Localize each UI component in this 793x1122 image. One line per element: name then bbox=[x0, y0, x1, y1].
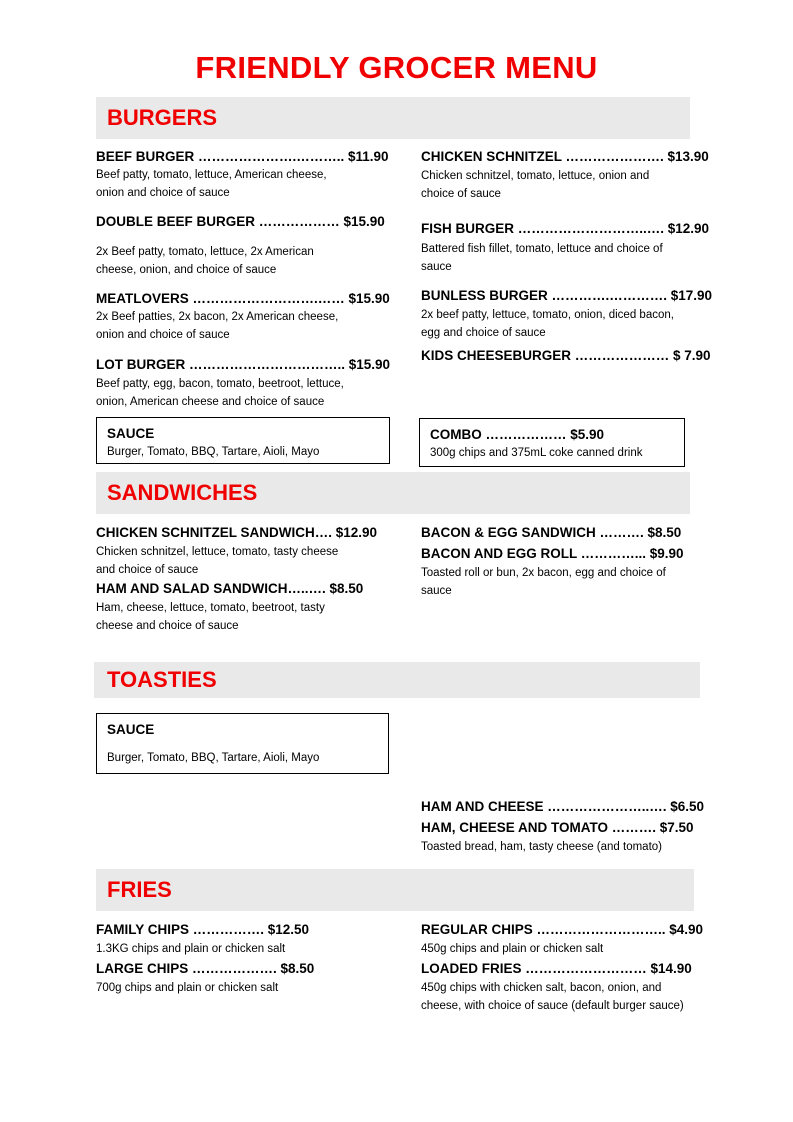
lot-burger-item: LOT BURGER …………………………….. $15.90 bbox=[96, 357, 391, 372]
kids-cheeseburger-item: KIDS CHEESEBURGER ………………… $ 7.90 bbox=[421, 348, 711, 363]
combo-box bbox=[419, 418, 685, 467]
bacon-egg-roll-desc: Toasted roll or bun, 2x bacon, egg and choice of sauce bbox=[421, 567, 666, 597]
sandwiches-section-header bbox=[96, 472, 690, 514]
chicken-schnitzel-item: CHICKEN SCHNITZEL …………………. $13.90 bbox=[421, 149, 709, 164]
fries-heading: FRIES bbox=[107, 877, 172, 902]
toasties-heading: TOASTIES bbox=[107, 667, 217, 692]
chicken-schnitzel-sandwich-item: CHICKEN SCHNITZEL SANDWICH…. $12.90 bbox=[96, 525, 378, 540]
ham-salad-sandwich-desc: Ham, cheese, lettuce, tomato, beetroot, tasty cheese and choice of sauce bbox=[96, 602, 325, 632]
lot-burger-desc: Beef patty, egg, bacon, tomato, beetroot, lettuce, onion, American cheese and choice of sauce bbox=[96, 378, 344, 408]
sauce-box-desc: Burger, Tomato, BBQ, Tartare, Aioli, Mayo bbox=[107, 446, 320, 458]
sauce-box-title: SAUCE bbox=[107, 426, 155, 441]
chicken-schnitzel-sandwich-desc: Chicken schnitzel, lettuce, tomato, tasty cheese and choice of sauce bbox=[96, 546, 339, 576]
large-chips-desc: 700g chips and plain or chicken salt bbox=[96, 982, 279, 994]
toasties-sauce-box-desc: Burger, Tomato, BBQ, Tartare, Aioli, Mayo bbox=[107, 752, 320, 764]
bacon-egg-roll-item: BACON AND EGG ROLL …………... $9.90 bbox=[421, 546, 684, 561]
combo-box-title: COMBO ……………… $5.90 bbox=[430, 427, 605, 442]
sandwiches-heading: SANDWICHES bbox=[107, 480, 258, 505]
double-beef-burger-desc: 2x Beef patty, tomato, lettuce, 2x American cheese, onion, and choice of sauce bbox=[96, 246, 314, 276]
bunless-burger-item: BUNLESS BURGER ………….…………. $17.90 bbox=[421, 288, 713, 303]
burgers-heading: BURGERS bbox=[107, 105, 218, 130]
beef-burger-desc: Beef patty, tomato, lettuce, American cheese, onion and choice of sauce bbox=[96, 169, 327, 199]
combo-box-desc: 300g chips and 375mL coke canned drink bbox=[430, 447, 643, 459]
ham-salad-sandwich-item: HAM AND SALAD SANDWICH…..…. $8.50 bbox=[96, 581, 364, 596]
chicken-schnitzel-desc: Chicken schnitzel, tomato, lettuce, onion and choice of sauce bbox=[421, 170, 650, 200]
fries-section-header bbox=[96, 869, 694, 911]
family-chips-desc: 1.3KG chips and plain or chicken salt bbox=[96, 943, 286, 955]
loaded-fries-desc: 450g chips with chicken salt, bacon, onion, and cheese, with choice of sauce (default burger sauce) bbox=[421, 982, 684, 1012]
meatlovers-item: MEATLOVERS ……………………….…… $15.90 bbox=[96, 291, 390, 306]
toasties-sauce-box-title: SAUCE bbox=[107, 722, 155, 737]
ham-cheese-tomato-desc: Toasted bread, ham, tasty cheese (and tomato) bbox=[421, 841, 662, 853]
family-chips-item: FAMILY CHIPS ……………. $12.50 bbox=[96, 922, 310, 937]
toasties-sauce-box bbox=[96, 713, 389, 774]
fish-burger-item: FISH BURGER ………………………..…. $12.90 bbox=[421, 221, 710, 236]
bacon-egg-sandwich-item: BACON & EGG SANDWICH ………. $8.50 bbox=[421, 525, 682, 540]
double-beef-burger-item: DOUBLE BEEF BURGER ……………… $15.90 bbox=[96, 214, 385, 229]
loaded-fries-item: LOADED FRIES ……………………… $14.90 bbox=[421, 961, 692, 976]
regular-chips-item: REGULAR CHIPS ……………………….. $4.90 bbox=[421, 922, 704, 937]
meatlovers-desc: 2x Beef patties, 2x bacon, 2x American cheese, onion and choice of sauce bbox=[96, 311, 339, 341]
burgers-sauce-box bbox=[96, 417, 390, 464]
toasties-section-header bbox=[94, 662, 700, 698]
large-chips-item: LARGE CHIPS ………………. $8.50 bbox=[96, 961, 315, 976]
bunless-burger-desc: 2x beef patty, lettuce, tomato, onion, diced bacon, egg and choice of sauce bbox=[421, 309, 674, 339]
fish-burger-desc: Battered fish fillet, tomato, lettuce and choice of sauce bbox=[421, 243, 663, 273]
ham-cheese-item: HAM AND CHEESE …………………..…. $6.50 bbox=[421, 799, 705, 814]
regular-chips-desc: 450g chips and plain or chicken salt bbox=[421, 943, 604, 955]
ham-cheese-tomato-item: HAM, CHEESE AND TOMATO ………. $7.50 bbox=[421, 820, 694, 835]
beef-burger-item: BEEF BURGER ………………….……….. $11.90 bbox=[96, 149, 389, 164]
menu-title: FRIENDLY GROCER MENU bbox=[195, 50, 598, 85]
burgers-section-header bbox=[96, 97, 690, 139]
